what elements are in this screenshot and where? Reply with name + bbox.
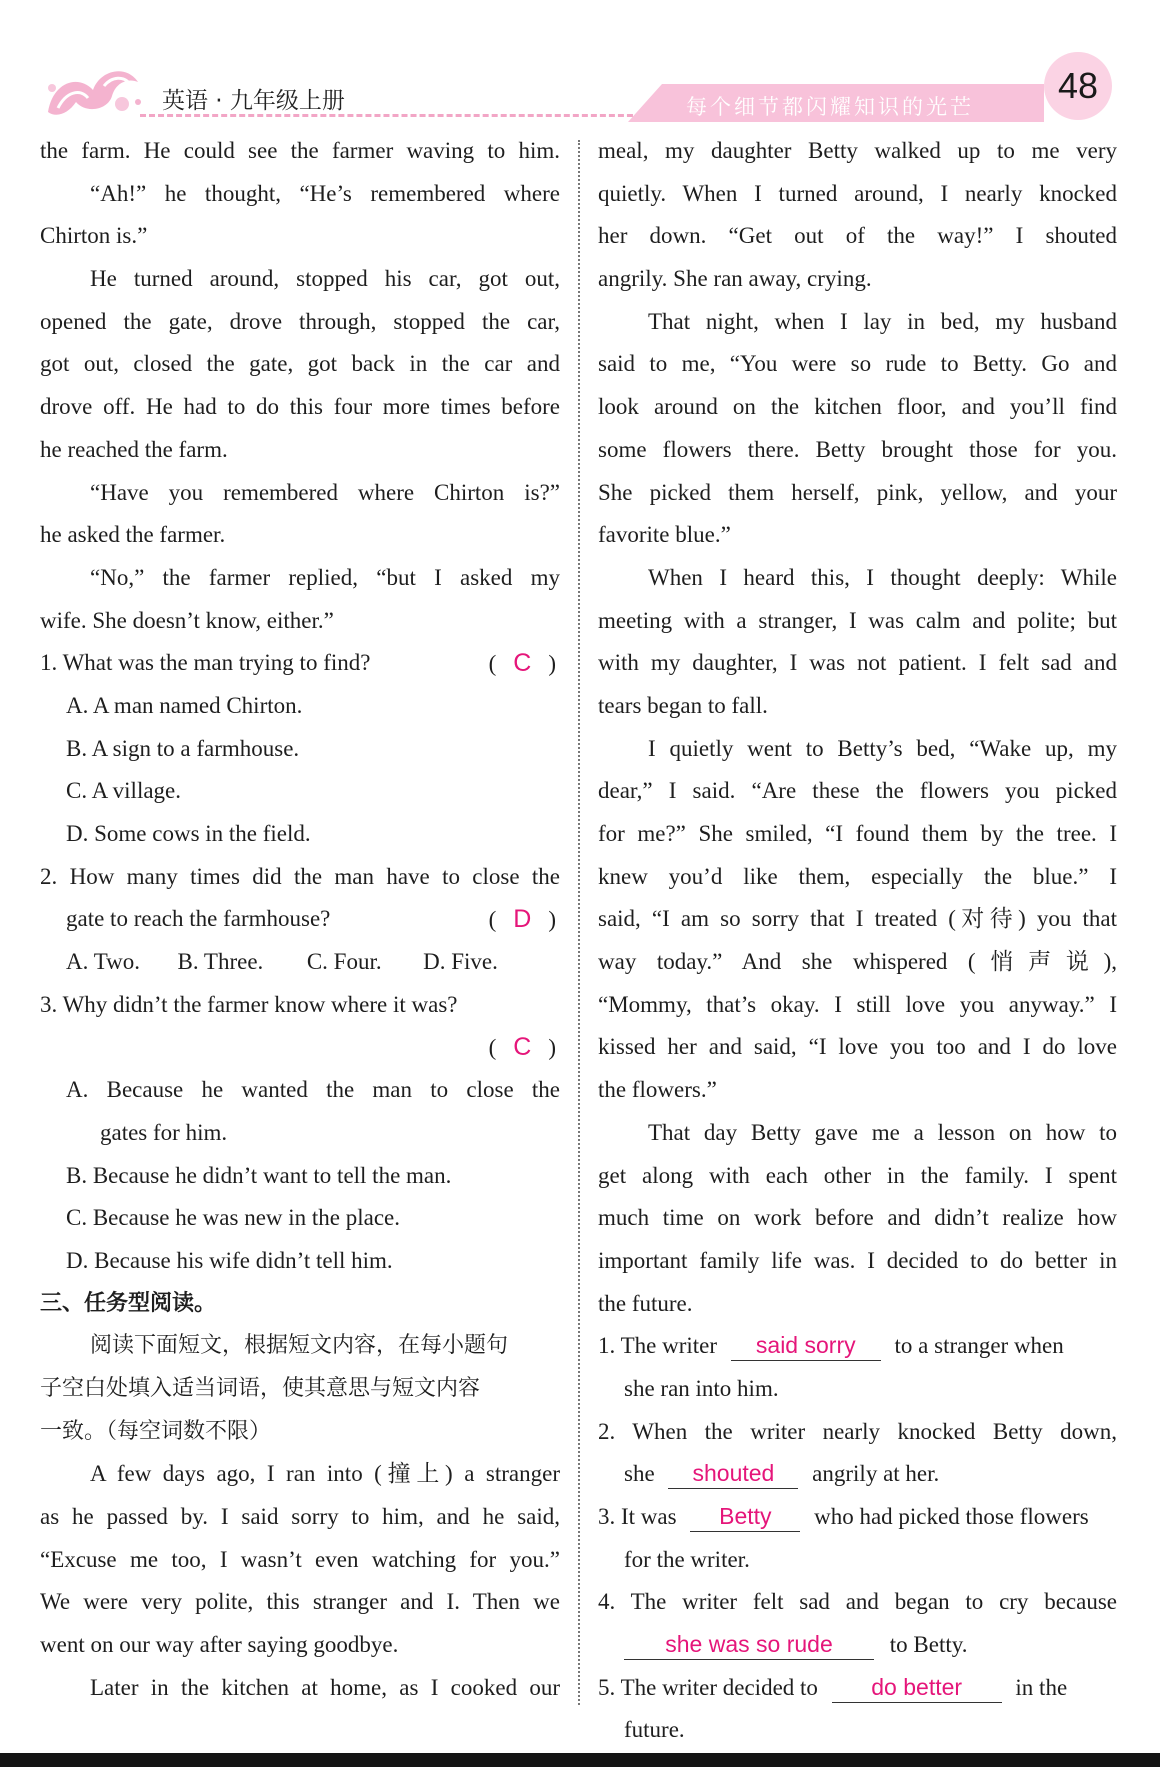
option: C. A village. (66, 778, 181, 804)
option: D. Because his wife didn’t tell him. (66, 1247, 393, 1273)
text-line: get along with each other in the family. I spent (598, 1162, 1117, 1188)
option: A. Because he wanted the man to close the (66, 1077, 560, 1103)
text-line: way today.” And she whispered (悄声说), (598, 949, 1117, 975)
text-line: the future. (598, 1290, 693, 1316)
text-line: That night, when I lay in bed, my husband (648, 308, 1117, 334)
text-line: tears began to fall. (598, 692, 768, 718)
question-3: 3. Why didn’t the farmer know where it was? (40, 991, 458, 1017)
text-line: important family life was. I decided to do better in (598, 1247, 1117, 1273)
text-line: He turned around, stopped his car, got out, (90, 266, 560, 292)
question-text: to Betty. (889, 1632, 968, 1658)
text-line: “Ah!” he thought, “He’s remembered where (90, 180, 560, 206)
text-line: kissed her and said, “I love you too and I do love (598, 1034, 1117, 1060)
text-line: her down. “Get out of the way!” I shouted (598, 223, 1117, 249)
text-line: look around on the kitchen floor, and you’ll find (598, 394, 1117, 420)
answer-bracket: ( C ) (489, 1026, 556, 1070)
instruction-line: 阅读下面短文，根据短文内容，在每小题句 (90, 1333, 509, 1359)
option: B. Because he didn’t want to tell the man. (66, 1162, 452, 1188)
question-stem: 1. What was the man trying to find? (40, 650, 371, 676)
floral-ornament-icon (38, 52, 148, 124)
text-line: I quietly went to Betty’s bed, “Wake up, my (648, 735, 1117, 761)
text-line: he reached the farm. (40, 436, 228, 462)
question-text: angrily at her. (812, 1461, 940, 1487)
question-text: future. (624, 1717, 685, 1743)
option: D. Some cows in the field. (66, 821, 311, 846)
text-line: “Have you remembered where Chirton is?” (90, 479, 560, 505)
slogan-text: 每个细节都闪耀知识的光芒 (686, 95, 974, 119)
question-text: 5. The writer decided to (598, 1674, 818, 1700)
answer-choice: D (513, 905, 532, 934)
book-title: 英语 · 九年级上册 (162, 88, 345, 114)
question-2-line2 (40, 898, 560, 941)
bottom-bar (0, 1753, 1160, 1767)
text-line: meeting with a stranger, I was calm and polite; but (598, 607, 1117, 633)
question-stem: gate to reach the farmhouse? (66, 906, 331, 932)
answer-choice: C (513, 649, 532, 678)
text-line: knew you’d like them, especially the blue.” I (598, 863, 1117, 889)
question-text: who had picked those flowers (814, 1504, 1089, 1529)
text-line: went on our way after saying goodbye. (40, 1632, 399, 1658)
fill-question-3 (598, 1496, 1117, 1539)
text-line: the flowers.” (598, 1077, 717, 1103)
answer-blank: said sorry (731, 1330, 881, 1361)
left-column (40, 130, 560, 1709)
text-line: We were very polite, this stranger and I. Then we (40, 1589, 560, 1615)
answer-choice: C (513, 1033, 532, 1062)
question-text: for the writer. (624, 1546, 750, 1572)
option: B. Three. (177, 949, 264, 975)
text-line: drove off. He had to do this four more times before (40, 394, 560, 420)
text-line: quietly. When I turned around, I nearly knocked (598, 180, 1117, 206)
answer-blank: she was so rude (624, 1629, 874, 1660)
option: C. Four. (306, 949, 382, 975)
answer-blank: do better (832, 1672, 1002, 1703)
text-line: “No,” the farmer replied, “but I asked my (90, 564, 560, 590)
fill-question-5 (598, 1667, 1117, 1710)
answer-bracket: ( D ) (489, 898, 556, 942)
text-line: some flowers there. Betty brought those for you. (598, 436, 1117, 462)
text-line: with my daughter, I was not patient. I felt sad and (598, 650, 1117, 676)
text-line: Later in the kitchen at home, as I cooked our (90, 1674, 560, 1700)
text-line: much time on work before and didn’t realize how (598, 1205, 1117, 1231)
answer-blank: shouted (668, 1458, 798, 1489)
fill-question-4-line2 (598, 1624, 1117, 1667)
option: D. Five. (423, 949, 498, 975)
text-line: Chirton is.” (40, 223, 148, 249)
text-line: he asked the farmer. (40, 522, 226, 548)
question-text: 3. It was (598, 1504, 677, 1529)
text-line: A few days ago, I ran into (撞上) a stranger (90, 1461, 560, 1487)
option: A. A man named Chirton. (66, 692, 303, 718)
text-line: angrily. She ran away, crying. (598, 266, 872, 292)
column-divider (578, 140, 580, 1705)
section-title: 三、任务型阅读。 (40, 1290, 217, 1316)
option: B. A sign to a farmhouse. (66, 735, 300, 761)
question-1 (40, 642, 560, 685)
fill-question-2: 2. When the writer nearly knocked Betty down, (598, 1418, 1117, 1444)
fill-question-2-line2 (598, 1453, 1117, 1496)
question-text: she (624, 1461, 655, 1487)
question-2: 2. How many times did the man have to close the (40, 863, 560, 889)
instruction-line: 一致。（每空词数不限） (40, 1418, 272, 1444)
text-line: got out, closed the gate, got back in the car and (40, 351, 560, 377)
text-line: meal, my daughter Betty walked up to me very (598, 138, 1117, 163)
text-line: She picked them herself, pink, yellow, and your (598, 479, 1117, 505)
text-line: That day Betty gave me a lesson on how to (648, 1119, 1117, 1145)
text-line: said, “I am so sorry that I treated (对待) you that (598, 906, 1117, 932)
text-line: dear,” I said. “Are these the flowers you picked (598, 778, 1117, 804)
question-text: to a stranger when (894, 1333, 1064, 1359)
text-line: “Excuse me too, I wasn’t even watching for you.” (40, 1546, 560, 1572)
page-number: 48 (1044, 52, 1112, 120)
options-row (40, 941, 560, 984)
text-line: as he passed by. I said sorry to him, and he said, (40, 1504, 560, 1529)
answer-blank: Betty (690, 1501, 800, 1532)
text-line: “Mommy, that’s okay. I still love you anyway.” I (598, 991, 1117, 1017)
text-line: When I heard this, I thought deeply: While (648, 564, 1117, 590)
right-column (598, 130, 1117, 1752)
text-line: for me?” She smiled, “I found them by the tree. I (598, 821, 1117, 846)
option: A. Two. (66, 949, 140, 975)
fill-question-1 (598, 1325, 1117, 1368)
option: C. Because he was new in the place. (66, 1205, 401, 1231)
question-text: she ran into him. (624, 1375, 779, 1401)
answer-bracket: ( C ) (489, 642, 556, 686)
question-text: in the (1015, 1674, 1068, 1700)
text-line: wife. She doesn’t know, either.” (40, 607, 334, 633)
question-text: 1. The writer (598, 1333, 718, 1359)
option-continuation: gates for him. (100, 1119, 228, 1145)
question-3-answer-row (40, 1026, 560, 1069)
text-line: the farm. He could see the farmer waving to him. (40, 138, 560, 163)
text-line: said to me, “You were so rude to Betty. Go and (598, 351, 1117, 377)
instruction-line: 子空白处填入适当词语，使其意思与短文内容 (40, 1375, 481, 1401)
fill-question-4: 4. The writer felt sad and began to cry because (598, 1589, 1117, 1615)
page-header (0, 0, 1160, 130)
text-line: opened the gate, drove through, stopped the car, (40, 308, 560, 334)
text-line: favorite blue.” (598, 522, 731, 548)
